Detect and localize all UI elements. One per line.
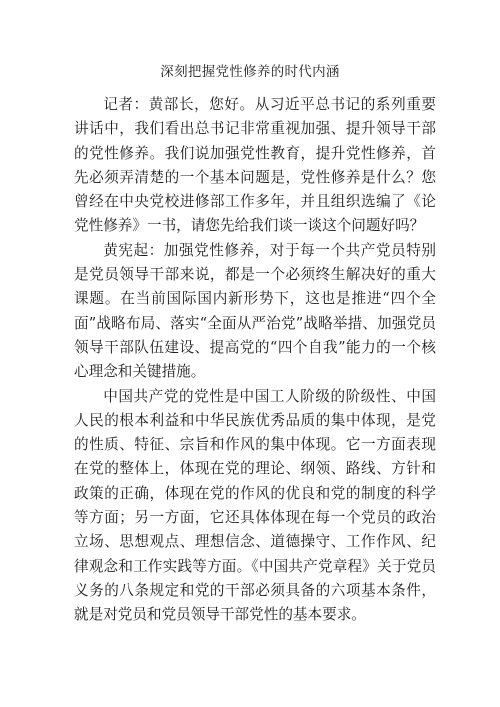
paragraph-party-spirit: 中国共产党的党性是中国工人阶级的阶级性、中国人民的根本利益和中华民族优秀品质的集中体现，是党的性质、特征、宗旨和作风的集中体现。它一方面表现在党的整体上，体现在党的理论、纲领、路线、方针和政策的正确，体现在党的作风的优良和党的制度的科学等方面；另一方面，它还具体体现在每一个党员的政治立场、思想观点、理想信念、道德操守、工作作风、纪律观念和工作实践等方面。《中国共产党章程》关于党员义务的八条规定和党的干部必须具备的六项基本条件，就是对党员和党员领导干部党性的基本要求。 [74, 387, 436, 624]
document-title: 深刻把握党性修养的时代内涵 [160, 64, 340, 80]
paragraph-interview-question: 记者：黄部长，您好。从习近平总书记的系列重要讲话中，我们看出总书记非常重视加强、提升领导干部的党性修养。我们说加强党性教育，提升党性修养，首先必须弄清楚的一个基本问题是，党性修养是什么？您曾经在中央党校进修部工作多年，并且组织选编了《论党性修养》一书，请您先给我们谈一谈这个问题好吗？ [74, 96, 436, 235]
paragraph-answer-intro: 黄宪起：加强党性修养，对于每一个共产党员特别是党员领导干部来说，都是一个必须终生解决好的重大课题。在当前国际国内新形势下，这也是推进“四个全面”战略布局、落实“全面从严治党”战略举措、加强党员领导干部队伍建设、提高党的“四个自我”能力的一个核心理念和关键措施。 [74, 241, 436, 381]
document-body [74, 93, 436, 628]
